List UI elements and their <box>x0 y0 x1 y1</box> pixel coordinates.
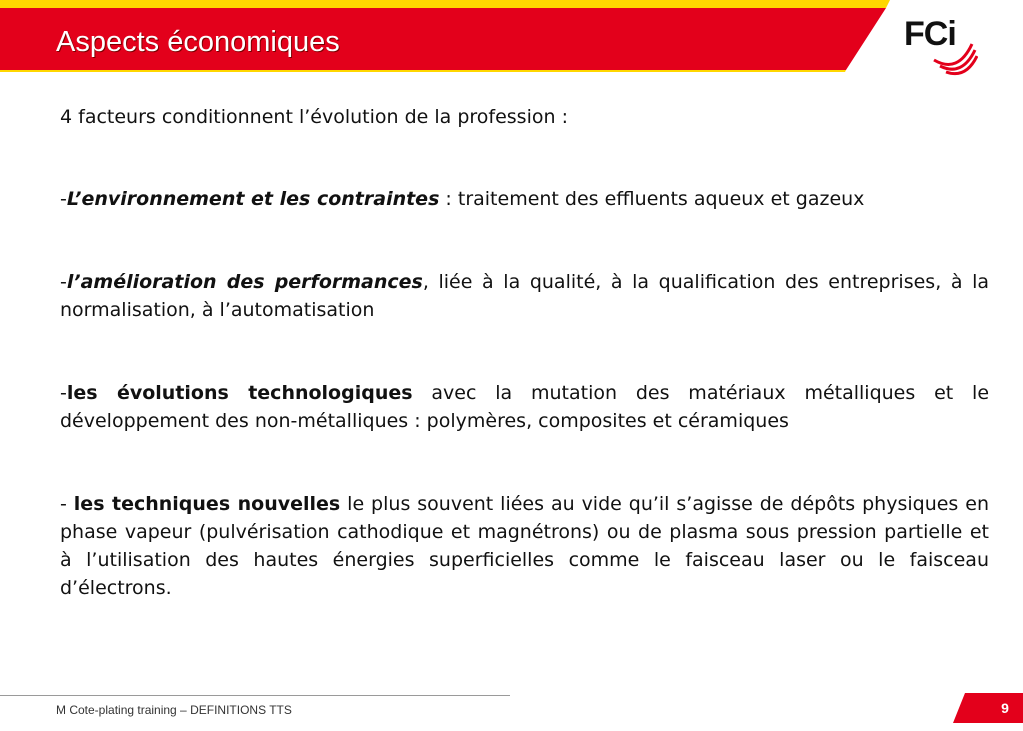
item-heading: les évolutions technologiques <box>66 382 413 404</box>
item-heading: L’environnement et les contraintes <box>66 188 440 210</box>
list-item-environment <box>60 185 989 213</box>
item-prefix: - <box>60 271 67 293</box>
fci-logo <box>904 14 978 80</box>
item-prefix: - <box>60 382 67 404</box>
slide-title: Aspects économiques <box>56 26 340 58</box>
item-text: : traitement des effluents aqueux et gazeux <box>439 188 865 210</box>
item-prefix: - <box>60 188 67 210</box>
item-prefix: - <box>60 493 74 515</box>
footer-divider <box>0 695 510 696</box>
item-text: le plus souvent liées au vide qu’il s’agisse de dépôts physiques en phase vapeur (pulvérisation cathodique et magnétrons) ou de plasma sous pression partielle et à l’utilisation des hautes énergies superficielles comme le faisceau laser ou le faisceau d’électrons. <box>60 493 989 599</box>
list-item-new-techniques <box>60 490 989 602</box>
logo-text: FCi <box>904 15 956 53</box>
footer-text: M Cote-plating training – DEFINITIONS TTS <box>56 703 292 717</box>
list-item-performance <box>60 268 989 324</box>
item-text: avec la mutation des matériaux métalliques et le développement des non-métalliques : polymères, composites et céramiques <box>60 382 990 432</box>
item-heading: les techniques nouvelles <box>73 493 341 515</box>
logo-swoosh-icon <box>904 14 978 80</box>
item-heading: l’amélioration des performances <box>66 271 423 293</box>
page-number: 9 <box>1001 700 1009 716</box>
slide-content <box>60 103 989 657</box>
list-item-technology <box>60 379 989 435</box>
intro-text: 4 facteurs conditionnent l’évolution de la profession : <box>60 106 568 128</box>
item-text: , liée à la qualité, à la qualification des entreprises, à la normalisation, à l’automatisation <box>60 271 990 321</box>
